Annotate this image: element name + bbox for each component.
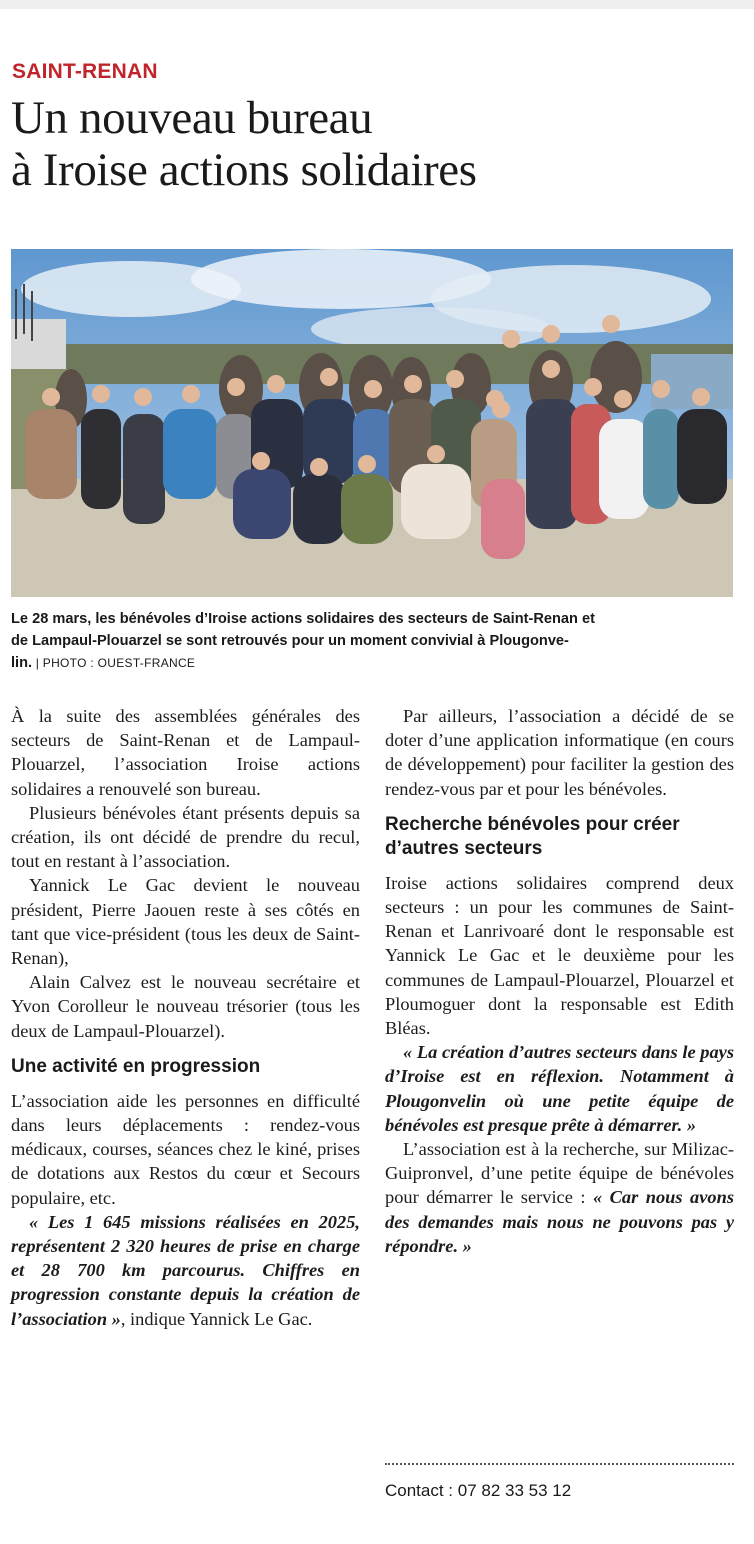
- headline-line-1: Un nouveau bureau: [11, 92, 373, 144]
- top-bar: [0, 0, 754, 9]
- inline-quote: « Car nous avons des demandes mais nous ne pouvons pas y répondre. »: [385, 1187, 734, 1256]
- quote-attribution: , indique Yannick Le Gac.: [120, 1308, 313, 1329]
- paragraph-with-quote: [11, 1210, 360, 1331]
- article-column-right: [385, 704, 734, 1258]
- dotted-divider: [385, 1463, 734, 1465]
- article-headline: [11, 92, 741, 196]
- caption-line-3: lin.: [11, 655, 33, 671]
- paragraph: Iroise actions solidaires comprend deux secteurs : un pour les communes de Saint-Renan et Lanrivoaré dont le responsable est Yannick Le Gac et le deuxième pour les communes de Lampaul-Plouarzel, Plouarzel et Ploumoguer dont la responsable est Edith Bléas.: [385, 872, 734, 1039]
- quote-paragraph: « La création d’autres secteurs dans le pays d’Iroise est en réflexion. Notamment à Plougonvelin où une petite équipe de bénévoles est presque prête à démarrer. »: [385, 1042, 734, 1135]
- paragraph: À la suite des assemblées générales des secteurs de Saint-Renan et de Lampaul-Plouarzel, l’association Iroise actions solidaires a renouvelé son bureau.: [11, 706, 360, 799]
- article-kicker: SAINT-RENAN: [12, 60, 158, 83]
- photo-caption: [11, 608, 741, 674]
- paragraph: Par ailleurs, l’association a décidé de se doter d’une application informatique (en cours de développement) pour faciliter la gestion des rendez-vous par et pour les bénévoles.: [385, 706, 734, 799]
- contact-phone: Contact : 07 82 33 53 12: [385, 1481, 572, 1500]
- subheading: Une activité en progression: [11, 1055, 261, 1077]
- paragraph: L’association aide les personnes en difficulté dans leurs déplacements : rendez-vous médicaux, courses, séances chez le kiné, prises de dotations aux Restos du cœur et Secours populaire, etc.: [11, 1090, 360, 1208]
- paragraph: Alain Calvez est le nouveau secrétaire et Yvon Corolleur le nouveau trésorier (tous les deux de Lampaul-Plouarzel).: [11, 972, 360, 1041]
- caption-line-1: Le 28 mars, les bénévoles d’Iroise actions solidaires des secteurs de Saint-Renan et: [11, 611, 595, 627]
- inline-quote: « Les 1 645 missions réalisées en 2025, représentent 2 320 heures de prise en charge et 28 700 km parcourus. Chiffres en progression constante depuis la création de l’association »: [11, 1211, 360, 1329]
- subheading: Recherche bénévoles pour créer d’autres secteurs: [385, 813, 680, 859]
- paragraph-text: L’association est à la recherche, sur Milizac-Guipronvel, d’une petite équipe de bénévoles pour démarrer le service :: [385, 1139, 734, 1208]
- article-column-left: [11, 704, 360, 1331]
- paragraph: Yannick Le Gac devient le nouveau président, Pierre Jaouen reste à ses côtés en tant que vice-président (tous les deux de Saint-Renan),: [11, 875, 360, 969]
- caption-line-2: de Lampaul-Plouarzel se sont retrouvés pour un moment convivial à Plougonve-: [11, 633, 569, 649]
- paragraph-with-quote: [385, 1137, 734, 1258]
- headline-line-2: à Iroise actions solidaires: [11, 144, 477, 196]
- paragraph: Plusieurs bénévoles étant présents depuis sa création, ils ont décidé de prendre du recul, tout en restant à l’association.: [11, 802, 360, 872]
- group-photo: [11, 249, 733, 597]
- photo-credit: | PHOTO : OUEST-FRANCE: [32, 656, 196, 670]
